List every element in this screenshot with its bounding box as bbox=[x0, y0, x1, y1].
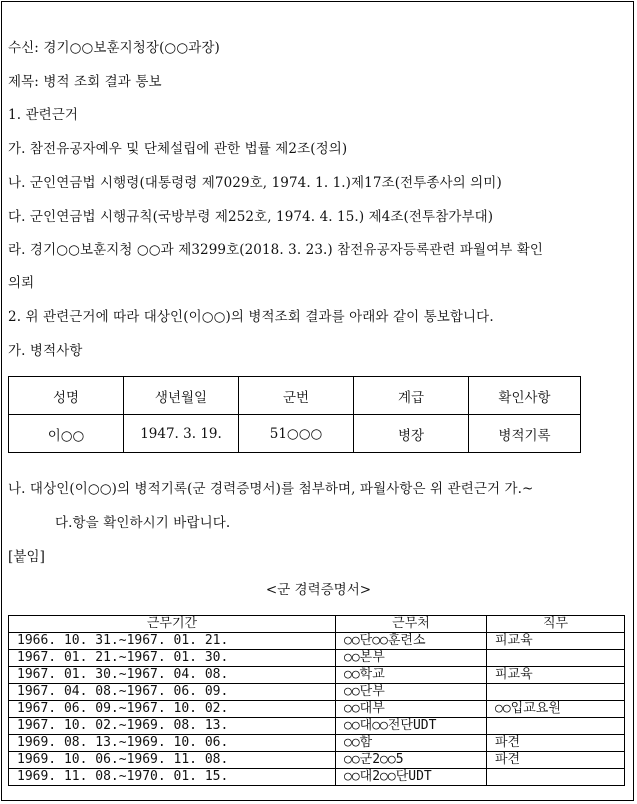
unit-cell: ○○대부 bbox=[336, 701, 487, 718]
period-cell: 1969. 08. 13.~1969. 10. 06. bbox=[9, 735, 336, 752]
period-cell: 1967. 06. 09.~1967. 10. 02. bbox=[9, 701, 336, 718]
table-row bbox=[9, 633, 625, 650]
table-header-row bbox=[9, 616, 625, 633]
military-record-table bbox=[8, 376, 581, 453]
basis-item: 가. 참전유공자예우 및 단체설립에 관한 법률 제2조(정의) bbox=[8, 141, 348, 157]
table-cell: 병장 bbox=[354, 415, 469, 453]
duty-cell: 피교육 bbox=[487, 633, 625, 650]
section-b-line: 나. 대상인(이○○)의 병적기록(군 경력증명서)를 첨부하며, 파월사항은 위 관련근거 가.~ bbox=[8, 481, 534, 497]
table-row bbox=[9, 769, 625, 786]
notice-line: 2. 위 관련근거에 따라 대상인(이○○)의 병적조회 결과를 아래와 같이 통보합니다. bbox=[8, 309, 494, 325]
unit-cell: ○○함 bbox=[336, 735, 487, 752]
section-b-line-continued: 다.항을 확인하시기 바랍니다. bbox=[55, 515, 231, 531]
basis-item: 라. 경기○○보훈지청 ○○과 제3299호(2018. 3. 23.) 참전유공자등록관련 파월여부 확인 bbox=[8, 242, 544, 258]
header-cell: 생년월일 bbox=[124, 377, 239, 415]
duty-cell bbox=[487, 769, 625, 786]
duty-cell bbox=[487, 684, 625, 701]
table-row bbox=[9, 667, 625, 684]
unit-cell: ○○군2○○5 bbox=[336, 752, 487, 769]
table-cell: 51○○○ bbox=[239, 415, 354, 453]
unit-cell: ○○단○○훈련소 bbox=[336, 633, 487, 650]
header-cell: 확인사항 bbox=[469, 377, 581, 415]
duty-cell: 파견 bbox=[487, 735, 625, 752]
header-cell: 군번 bbox=[239, 377, 354, 415]
period-cell: 1969. 11. 08.~1970. 01. 15. bbox=[9, 769, 336, 786]
certificate-title: <군 경력증명서> bbox=[265, 582, 372, 598]
unit-cell: ○○본부 bbox=[336, 650, 487, 667]
period-cell: 1967. 04. 08.~1967. 06. 09. bbox=[9, 684, 336, 701]
basis-item-continued: 의뢰 bbox=[8, 275, 35, 291]
attachment-label: [붙임] bbox=[8, 549, 46, 565]
duty-cell: 피교육 bbox=[487, 667, 625, 684]
unit-cell: ○○단부 bbox=[336, 684, 487, 701]
table-cell: 1947. 3. 19. bbox=[124, 415, 239, 453]
section-a-heading: 가. 병적사항 bbox=[8, 343, 83, 359]
period-cell: 1967. 01. 21.~1967. 01. 30. bbox=[9, 650, 336, 667]
basis-item: 다. 군인연금법 시행규칙(국방부령 제252호, 1974. 4. 15.) 제4조(전투참가부대) bbox=[8, 209, 494, 225]
table-row bbox=[9, 415, 581, 453]
table-row bbox=[9, 650, 625, 667]
table-row bbox=[9, 718, 625, 735]
unit-cell: ○○대○○전단UDT bbox=[336, 718, 487, 735]
header-cell: 근무기간 bbox=[9, 616, 336, 633]
header-cell: 성명 bbox=[9, 377, 124, 415]
header-cell: 계급 bbox=[354, 377, 469, 415]
table-cell: 이○○ bbox=[9, 415, 124, 453]
basis-heading: 1. 관련근거 bbox=[8, 107, 79, 123]
table-row bbox=[9, 735, 625, 752]
duty-cell bbox=[487, 718, 625, 735]
table-row bbox=[9, 684, 625, 701]
subject-line: 제목: 병적 조회 결과 통보 bbox=[8, 74, 162, 90]
recipient-line: 수신: 경기○○보훈지청장(○○과장) bbox=[8, 40, 220, 56]
period-cell: 1966. 10. 31.~1967. 01. 21. bbox=[9, 633, 336, 650]
period-cell: 1969. 10. 06.~1969. 11. 08. bbox=[9, 752, 336, 769]
duty-cell: 파견 bbox=[487, 752, 625, 769]
table-row bbox=[9, 752, 625, 769]
service-history-table bbox=[8, 615, 625, 786]
basis-item: 나. 군인연금법 시행령(대통령령 제7029호, 1974. 1. 1.)제17조(전투종사의 의미) bbox=[8, 175, 502, 191]
unit-cell: ○○학교 bbox=[336, 667, 487, 684]
table-cell: 병적기록 bbox=[469, 415, 581, 453]
header-cell: 근무처 bbox=[336, 616, 487, 633]
table-header-row bbox=[9, 377, 581, 415]
period-cell: 1967. 10. 02.~1969. 08. 13. bbox=[9, 718, 336, 735]
unit-cell: ○○대2○○단UDT bbox=[336, 769, 487, 786]
table-row bbox=[9, 701, 625, 718]
duty-cell bbox=[487, 650, 625, 667]
period-cell: 1967. 01. 30.~1967. 04. 08. bbox=[9, 667, 336, 684]
duty-cell: ○○입교요원 bbox=[487, 701, 625, 718]
header-cell: 직무 bbox=[487, 616, 625, 633]
